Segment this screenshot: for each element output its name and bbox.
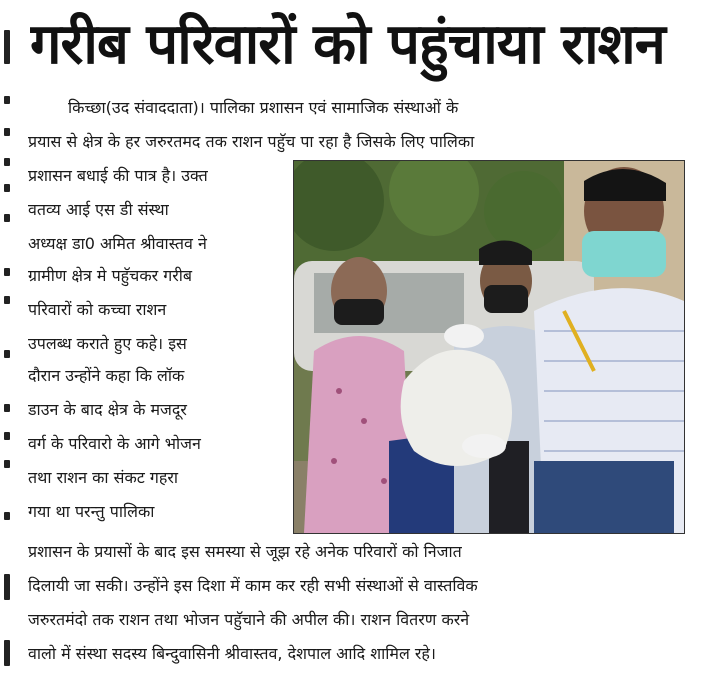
body-line: प्रयास से क्षेत्र के हर जरुरतमद तक राशन पहुॅच पा रहा है जिसके लिए पालिका: [28, 132, 475, 151]
body-line: डाउन के बाद क्षेत्र के मजदूर: [28, 400, 187, 419]
body-line: प्रशासन बधाई की पात्र है। उक्त: [28, 166, 208, 185]
article-headline: गरीब परिवारों को पहुंचाया राशन: [30, 12, 665, 77]
body-line: दौरान उन्होंने कहा कि लॉक: [28, 366, 185, 385]
body-line: अध्यक्ष डा0 अमित श्रीवास्तव ने: [28, 234, 207, 253]
news-photo: [293, 160, 685, 534]
body-line: उपलब्ध कराते हुए कहे। इस: [28, 334, 187, 353]
body-line: किच्छा(उद संवाददाता)। पालिका प्रशासन एवं सामाजिक संस्थाओं के: [68, 98, 459, 117]
body-line: गया था परन्तु पालिका: [28, 502, 155, 521]
body-line: वर्ग के परिवारो के आगे भोजन: [28, 434, 201, 453]
ration-distribution-photo: [294, 161, 684, 533]
body-line: प्रशासन के प्रयासों के बाद इस समस्या से जूझ रहे अनेक परिवारों को निजात: [28, 542, 462, 561]
body-line: दिलायी जा सकी। उन्होंने इस दिशा में काम कर रही सभी संस्थाओं से वास्तविक: [28, 576, 478, 595]
body-line: ग्रामीण क्षेत्र मे पहुॅचकर गरीब: [28, 266, 193, 285]
body-line: तथा राशन का संकट गहरा: [28, 468, 179, 487]
body-line: परिवारों को कच्चा राशन: [28, 300, 167, 319]
body-line: वतव्य आई एस डी संस्था: [28, 200, 169, 219]
body-line: वालो में संस्था सदस्य बिन्दुवासिनी श्रीवास्तव, देशपाल आदि शामिल रहे।: [28, 644, 436, 663]
adjacent-column-fragment: [0, 0, 22, 676]
body-line: जरुरतमंदो तक राशन तथा भोजन पहुॅचाने की अपील की। राशन वितरण करने: [28, 610, 470, 629]
